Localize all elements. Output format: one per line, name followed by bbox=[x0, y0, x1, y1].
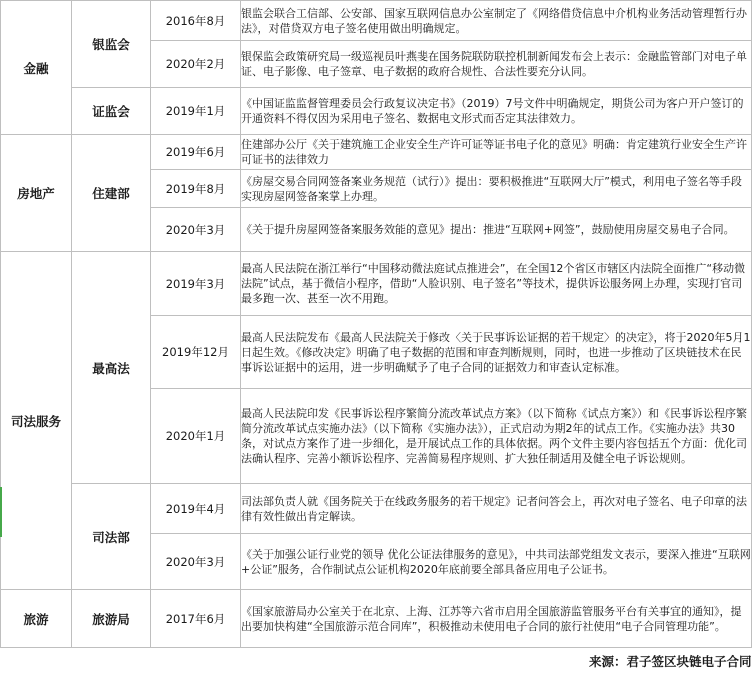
sector-cell: 旅游 bbox=[1, 590, 72, 648]
source-caption: 来源：君子签区块链电子合同 bbox=[1, 648, 752, 674]
left-accent-bar bbox=[0, 487, 2, 537]
description-cell: 最高人民法院在浙江举行“中国移动微法庭试点推进会”，在全国12个省区市辖区内法院全面推广“移动微法院”试点，基于微信小程序，借助“人脸识别、电子签名”等技术，提供诉讼服务网上办理，实现打官司最多跑一次、甚至一次不用跑。 bbox=[241, 252, 752, 316]
table-row bbox=[1, 590, 752, 648]
date-cell: 2019年6月 bbox=[151, 135, 241, 170]
description-cell: 最高人民法院印发《民事诉讼程序繁简分流改革试点方案》（以下简称《试点方案》）和《民事诉讼程序繁简分流改革试点实施办法》（以下简称《实施办法》），正式启动为期2年的试点工作。《实施办法》共30条，对试点方案作了进一步细化，是开展试点工作的具体依据。两个文件主要内容包括五个方面：优化司法确认程序、完善小额诉讼程序、完善简易程序规则、扩大独任制适用及健全电子诉讼规则。 bbox=[241, 389, 752, 484]
sector-cell: 房地产 bbox=[1, 135, 72, 252]
description-cell: 《房屋交易合同网签备案业务规范（试行）》提出：要积极推进“互联网大厅”模式，利用电子签名等手段实现房屋网签备案掌上办理。 bbox=[241, 170, 752, 208]
table-row bbox=[1, 135, 752, 170]
date-cell: 2017年6月 bbox=[151, 590, 241, 648]
table-row bbox=[1, 484, 752, 534]
date-cell: 2019年12月 bbox=[151, 316, 241, 389]
description-cell: 银保监会政策研究局一级巡视员叶燕斐在国务院联防联控机制新闻发布会上表示：金融监管部门对电子单证、电子影像、电子签章、电子数据的政府合规性、合法性要充分认同。 bbox=[241, 41, 752, 88]
date-cell: 2019年4月 bbox=[151, 484, 241, 534]
description-cell: 银监会联合工信部、公安部、国家互联网信息办公室制定了《网络借贷信息中介机构业务活动管理暂行办法》，对借贷双方电子签名使用做出明确规定。 bbox=[241, 1, 752, 41]
description-cell: 住建部办公厅《关于建筑施工企业安全生产许可证等证书电子化的意见》明确：肯定建筑行业安全生产许可证书的法律效力 bbox=[241, 135, 752, 170]
date-cell: 2019年8月 bbox=[151, 170, 241, 208]
table-row bbox=[1, 88, 752, 135]
date-cell: 2016年8月 bbox=[151, 1, 241, 41]
table-row bbox=[1, 1, 752, 41]
agency-cell: 最高法 bbox=[72, 252, 151, 484]
description-cell: 司法部负责人就《国务院关于在线政务服务的若干规定》记者问答会上，再次对电子签名、电子印章的法律有效性做出肯定解读。 bbox=[241, 484, 752, 534]
date-cell: 2019年1月 bbox=[151, 88, 241, 135]
sector-cell: 司法服务 bbox=[1, 252, 72, 590]
description-cell: 《关于提升房屋网签备案服务效能的意见》提出：推进“互联网+网签”，鼓励使用房屋交易电子合同。 bbox=[241, 208, 752, 252]
date-cell: 2020年3月 bbox=[151, 534, 241, 590]
agency-cell: 旅游局 bbox=[72, 590, 151, 648]
agency-cell: 证监会 bbox=[72, 88, 151, 135]
date-cell: 2020年1月 bbox=[151, 389, 241, 484]
date-cell: 2020年3月 bbox=[151, 208, 241, 252]
description-cell: 《国家旅游局办公室关于在北京、上海、江苏等六省市启用全国旅游监管服务平台有关事宜的通知》，提出要加快构建“全国旅游示范合同库”，积极推动未使用电子合同的旅行社使用“电子合同管理功能”。 bbox=[241, 590, 752, 648]
date-cell: 2019年3月 bbox=[151, 252, 241, 316]
sector-cell: 金融 bbox=[1, 1, 72, 135]
agency-cell: 银监会 bbox=[72, 1, 151, 88]
agency-cell: 住建部 bbox=[72, 135, 151, 252]
agency-cell: 司法部 bbox=[72, 484, 151, 590]
date-cell: 2020年2月 bbox=[151, 41, 241, 88]
description-cell: 《关于加强公证行业党的领导 优化公证法律服务的意见》，中共司法部党组发文表示，要深入推进“互联网+公证”服务，合作制试点公证机构2020年底前要全部具备应用电子公证书。 bbox=[241, 534, 752, 590]
table-row bbox=[1, 252, 752, 316]
description-cell: 最高人民法院发布《最高人民法院关于修改〈关于民事诉讼证据的若干规定〉的决定》，将于2020年5月1日起生效。《修改决定》明确了电子数据的范围和审查判断规则，同时，也进一步推动了区块链技术在民事诉讼证据中的运用，进一步明确赋予了电子合同的证据效力和审查认定标准。 bbox=[241, 316, 752, 389]
footer-row bbox=[1, 648, 752, 674]
description-cell: 《中国证监监督管理委员会行政复议决定书》（2019）7号文件中明确规定，期货公司为客户开户签订的开通资料不得仅因为采用电子签名、数据电文形式而否定其法律效力。 bbox=[241, 88, 752, 135]
